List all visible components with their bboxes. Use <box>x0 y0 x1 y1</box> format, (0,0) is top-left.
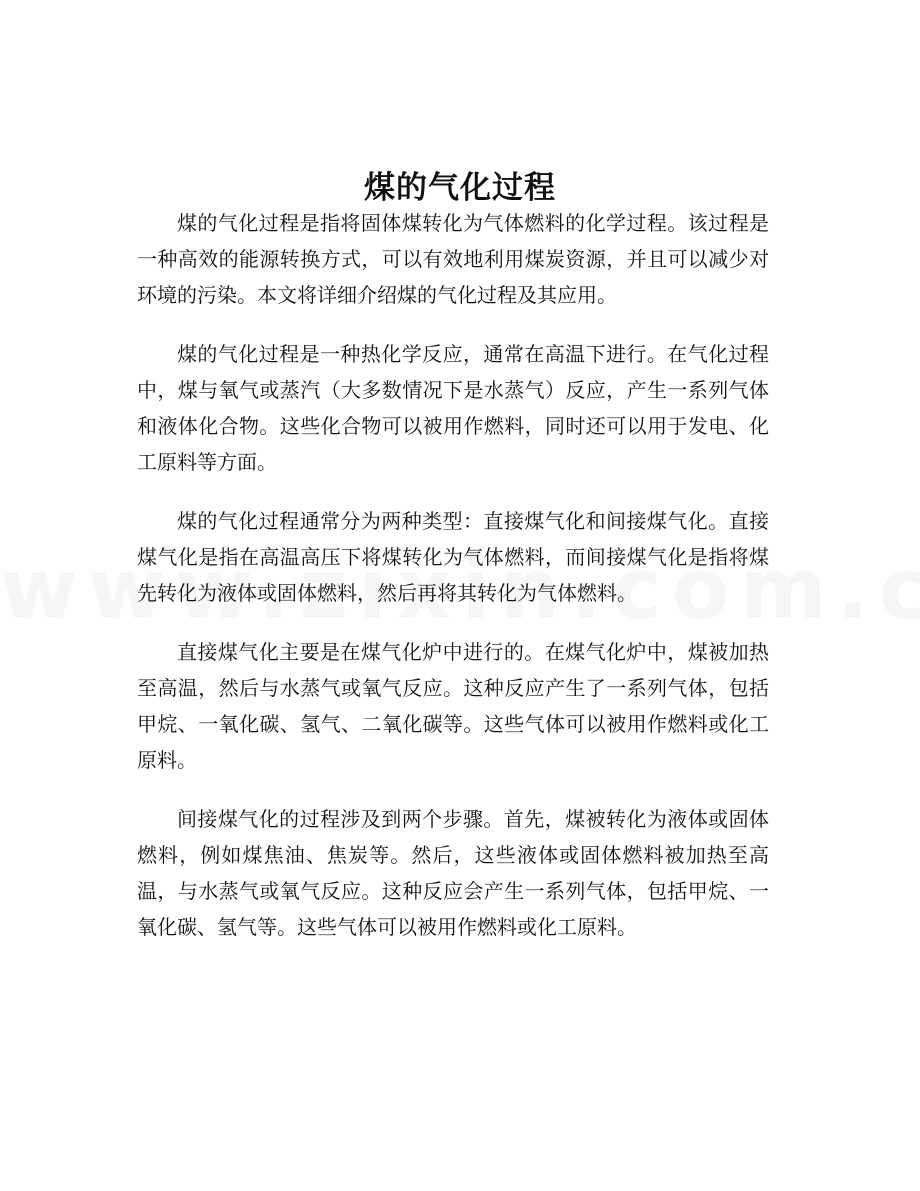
document-body <box>137 205 769 968</box>
paragraph-4: 直接煤气化主要是在煤气化炉中进行的。在煤气化炉中，煤被加热至高温，然后与水蒸气或氧气反应。这种反应产生了一系列气体，包括甲烷、一氧化碳、氢气、二氧化碳等。这些气体可以被用作燃料或化工原料。 <box>137 640 769 772</box>
paragraph-5: 间接煤气化的过程涉及到两个步骤。首先，煤被转化为液体或固体燃料，例如煤焦油、焦炭等。然后，这些液体或固体燃料被加热至高温，与水蒸气或氧气反应。这种反应会产生一系列气体，包括甲烷、一氧化碳、氢气等。这些气体可以被用作燃料或化工原料。 <box>137 807 769 939</box>
paragraph-2: 煤的气化过程是一种热化学反应，通常在高温下进行。在气化过程中，煤与氧气或蒸汽（大多数情况下是水蒸气）反应，产生一系列气体和液体化合物。这些化合物可以被用作燃料，同时还可以用于发电、化工原料等方面。 <box>137 342 769 474</box>
document-title: 煤的气化过程 <box>364 169 556 206</box>
paragraph-1: 煤的气化过程是指将固体煤转化为气体燃料的化学过程。该过程是一种高效的能源转换方式，可以有效地利用煤炭资源，并且可以减少对环境的污染。本文将详细介绍煤的气化过程及其应用。 <box>137 211 769 307</box>
paragraph-3: 煤的气化过程通常分为两种类型：直接煤气化和间接煤气化。直接煤气化是指在高温高压下将煤转化为气体燃料，而间接煤气化是指将煤先转化为液体或固体燃料，然后再将其转化为气体燃料。 <box>137 509 769 605</box>
